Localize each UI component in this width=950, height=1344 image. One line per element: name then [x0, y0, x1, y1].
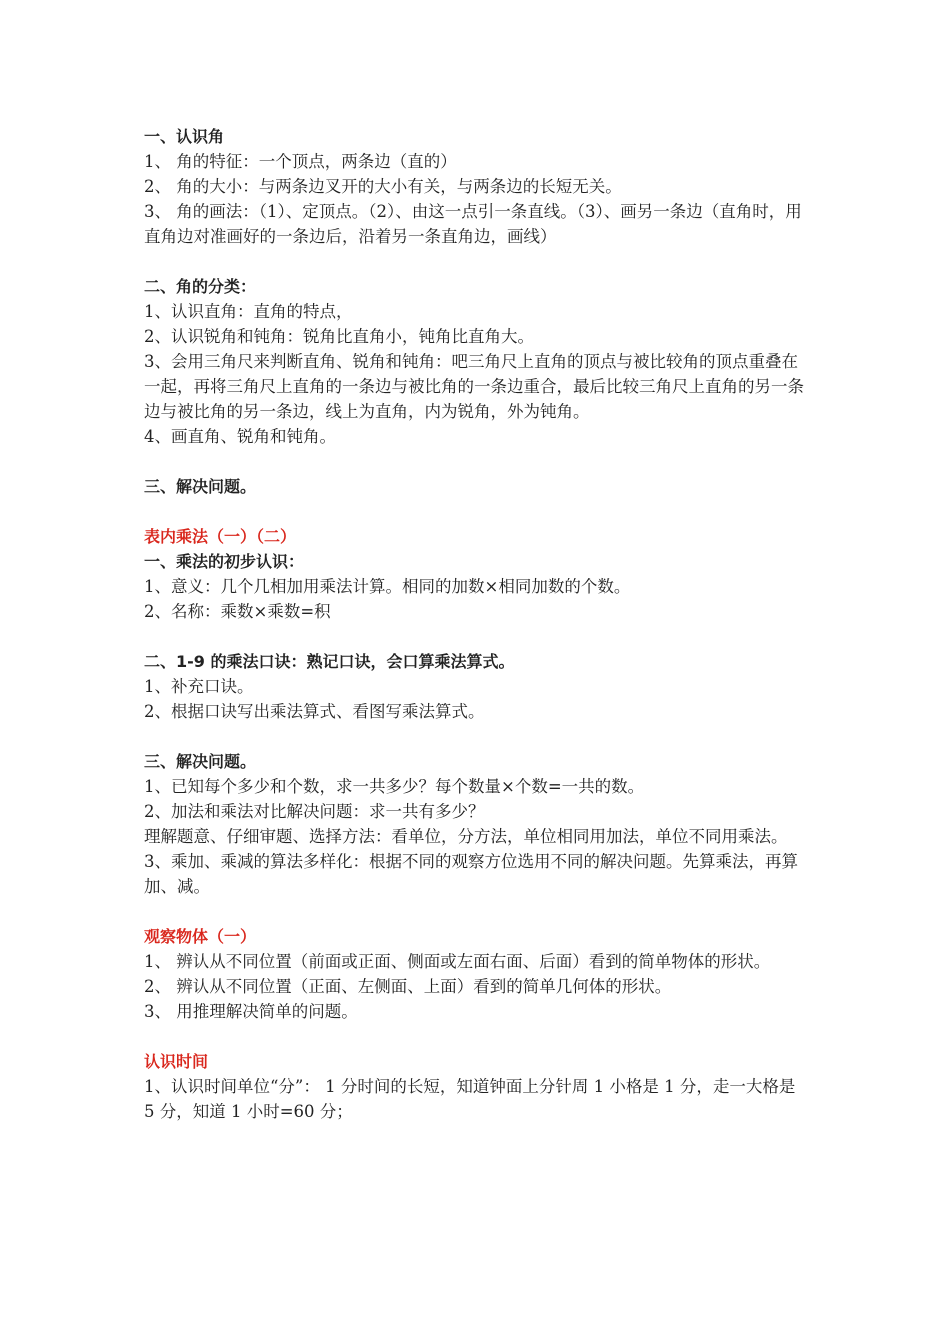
multiplication-names-line: 2、名称：乘数×乘数=积: [144, 602, 331, 621]
spacer: [144, 624, 806, 649]
heading-recognize-angle: 一、认识角: [144, 127, 225, 146]
document-page: [144, 124, 806, 1124]
spacer: [144, 449, 806, 474]
right-angle-line: 1、认识直角：直角的特点，: [144, 302, 353, 321]
spacer: [144, 899, 806, 924]
section-title-observe: 观察物体（一）: [144, 927, 257, 946]
observe-solids-line: 2、 辨认从不同位置（正面、左侧面、上面）看到的简单几何体的形状。: [144, 977, 672, 996]
spacer: [144, 724, 806, 749]
time-minute-line: 1、认识时间单位“分”： 1 分时间的长短，知道钟面上分针周 1 小格是 1 分，走一大格是 5 分，知道 1 小时=60 分；: [144, 1077, 796, 1121]
heading-multiplication-table: 二、1-9 的乘法口诀：熟记口诀，会口算乘法算式。: [144, 652, 515, 671]
angle-drawing-line: 3、 角的画法：（1）、定顶点。（2）、由这一点引一条直线。（3）、画另一条边（直角时，用直角边对准画好的一条边后，沿着另一条直角边，画线）: [144, 202, 802, 246]
heading-solve-problems-1: 三、解决问题。: [144, 477, 257, 496]
multiplication-meaning-line: 1、意义：几个几相加用乘法计算。相同的加数×相同加数的个数。: [144, 577, 631, 596]
section-title-multiplication: 表内乘法（一）（二）: [144, 527, 297, 546]
observe-objects-line: 1、 辨认从不同位置（前面或正面、侧面或左面右面、后面）看到的简单物体的形状。: [144, 952, 771, 971]
triangle-ruler-line: 3、会用三角尺来判断直角、锐角和钝角：吧三角尺上直角的顶点与被比较角的顶点重叠在一起，再将三角尺上直角的一条边与被比角的一条边重合，最后比较三角尺上直角的另一条边与被比角的另一条边，线上为直角，内为锐角，外为钝角。: [144, 352, 804, 421]
problem-mixed-line: 3、乘加、乘减的算法多样化：根据不同的观察方位选用不同的解决问题。先算乘法，再算加、减。: [144, 852, 798, 896]
spacer: [144, 249, 806, 274]
write-equation-line: 2、根据口诀写出乘法算式、看图写乘法算式。: [144, 702, 485, 721]
heading-multiplication-intro: 一、乘法的初步认识：: [144, 552, 305, 571]
angle-size-line: 2、 角的大小：与两条边叉开的大小有关，与两条边的长短无关。: [144, 177, 622, 196]
draw-angles-line: 4、画直角、锐角和钝角。: [144, 427, 336, 446]
section-title-time: 认识时间: [144, 1052, 209, 1071]
observe-reasoning-line: 3、 用推理解决简单的问题。: [144, 1002, 358, 1021]
spacer: [144, 1024, 806, 1049]
angle-feature-line: 1、 角的特征：一个顶点，两条边（直的）: [144, 152, 457, 171]
problem-total-line: 1、已知每个多少和个数，求一共多少？每个数量×个数=一共的数。: [144, 777, 645, 796]
acute-obtuse-line: 2、认识锐角和钝角：锐角比直角小，钝角比直角大。: [144, 327, 534, 346]
fill-table-line: 1、补充口诀。: [144, 677, 254, 696]
problem-compare-line: 2、加法和乘法对比解决问题：求一共有多少？: [144, 802, 485, 821]
spacer: [144, 499, 806, 524]
problem-method-line: 理解题意、仔细审题、选择方法：看单位，分方法，单位相同用加法，单位不同用乘法。: [144, 827, 788, 846]
heading-angle-classification: 二、角的分类：: [144, 277, 257, 296]
heading-solve-problems-2: 三、解决问题。: [144, 752, 257, 771]
